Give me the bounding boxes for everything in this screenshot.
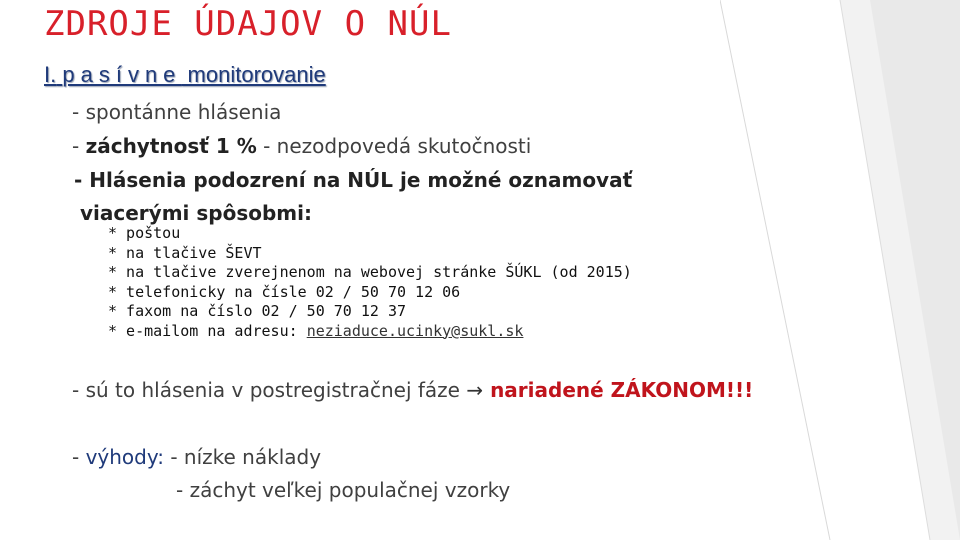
list-item: * na tlačive ŠEVT [108, 243, 262, 262]
bullet-dash: - [72, 445, 86, 469]
mandatory-by-law-text: nariadené ZÁKONOM!!! [483, 378, 754, 402]
section-heading-spaced: pasívne [62, 62, 182, 87]
detection-rate-note: - nezodpovedá skutočnosti [256, 134, 532, 158]
list-item: * telefonicky na čísle 02 / 50 70 12 06 [108, 282, 461, 301]
list-item: * faxom na číslo 02 / 50 70 12 37 [108, 302, 407, 320]
section-heading [44, 62, 326, 88]
postregistration-text: - sú to hlásenia v postregistračnej fáze [72, 378, 467, 402]
detection-rate-line [72, 134, 531, 158]
advantage-low-cost: - nízke náklady [163, 445, 322, 469]
email-link[interactable]: neziaduce.ucinky@sukl.sk [306, 321, 524, 340]
spontaneous-reports-line: - spontánne hlásenia [72, 100, 282, 124]
advantage-large-sample: - záchyt veľkej populačnej vzorky [176, 478, 511, 502]
section-number: I. [44, 62, 57, 87]
decorative-background-shapes [720, 0, 960, 540]
reporting-methods-list [108, 224, 632, 341]
postregistration-line [72, 378, 753, 402]
advantages-line [72, 445, 321, 469]
reporting-methods-intro: - Hlásenia podozrení na NÚL je možné oznamovať [74, 168, 633, 192]
section-heading-rest: monitorovanie [181, 62, 326, 87]
list-item [108, 322, 632, 342]
reporting-methods-intro-cont: viacerými spôsobmi: [80, 201, 312, 225]
page-title: ZDROJE ÚDAJOV O NÚL [44, 4, 452, 44]
list-item: * na tlačive zverejnenom na webovej stránke ŠÚKL (od 2015) [108, 263, 632, 281]
arrow-right-icon: → [466, 378, 484, 402]
advantages-label: výhody: [85, 445, 164, 469]
bullet-dash: - [72, 134, 86, 158]
detection-rate-value: záchytnosť 1 % [85, 134, 257, 158]
email-label: * e-mailom na adresu: [108, 321, 307, 340]
list-item: * poštou [108, 224, 181, 242]
